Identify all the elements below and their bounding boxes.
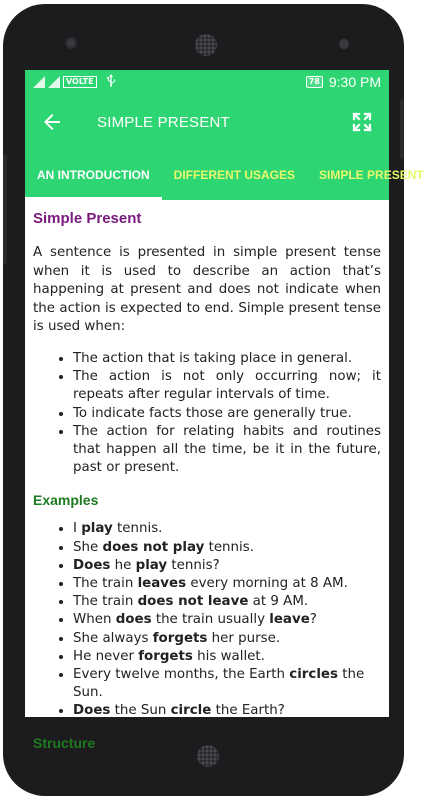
example-text: ? bbox=[309, 612, 317, 628]
signal-icon bbox=[33, 76, 45, 88]
example-item bbox=[73, 575, 381, 593]
example-verb: does not leave bbox=[137, 594, 249, 610]
example-text: She bbox=[73, 539, 103, 555]
fullscreen-button[interactable] bbox=[347, 107, 377, 137]
proximity-sensor bbox=[339, 39, 349, 49]
example-text: I bbox=[73, 521, 82, 537]
example-item bbox=[73, 593, 381, 611]
tab-label: SIMPLE PRESENT bbox=[319, 168, 424, 182]
app-bar bbox=[25, 94, 389, 150]
example-verb: forgets bbox=[138, 648, 193, 664]
example-text: the train usually bbox=[151, 612, 270, 628]
example-text: The train bbox=[73, 576, 138, 591]
front-camera bbox=[65, 37, 77, 49]
example-verb: forgets bbox=[152, 630, 208, 646]
example-text: Every twelve months, the Earth bbox=[73, 667, 290, 683]
example-text: he bbox=[110, 557, 136, 573]
example-text: He never bbox=[73, 648, 139, 664]
example-item bbox=[73, 702, 381, 720]
tab-label: AN INTRODUCTION bbox=[37, 168, 150, 182]
example-verb: does not play bbox=[102, 539, 205, 555]
examples-heading: Examples bbox=[33, 492, 99, 509]
usb-icon bbox=[106, 74, 116, 90]
example-text: tennis. bbox=[204, 539, 254, 555]
page-title: SIMPLE PRESENT bbox=[97, 113, 230, 131]
article-content bbox=[25, 200, 389, 751]
battery-icon: 78 bbox=[306, 76, 323, 88]
earpiece-speaker bbox=[195, 34, 217, 56]
example-verb: leaves bbox=[137, 576, 187, 591]
example-text: The train bbox=[73, 594, 138, 610]
example-verb: circles bbox=[289, 667, 338, 683]
signal-icon bbox=[48, 76, 60, 88]
tab-different-usages[interactable] bbox=[162, 150, 307, 200]
example-verb: Does bbox=[73, 703, 111, 719]
example-text: at 9 AM. bbox=[248, 594, 309, 610]
tab-label: DIFFERENT USAGES bbox=[173, 168, 296, 182]
example-text: tennis? bbox=[167, 557, 220, 573]
example-verb: Does bbox=[73, 557, 111, 573]
phone-frame bbox=[3, 4, 424, 796]
example-item bbox=[73, 557, 381, 575]
example-text: When bbox=[73, 612, 116, 628]
status-right bbox=[306, 74, 381, 90]
list-item: • The action for relating habits and routines that happen all the time, be it in the future, past or present. bbox=[73, 423, 381, 478]
example-verb: play bbox=[81, 521, 113, 537]
example-text: She always bbox=[73, 630, 153, 646]
example-verb: does bbox=[115, 612, 152, 628]
example-text: the Sun. bbox=[73, 667, 365, 701]
example-item bbox=[73, 666, 381, 702]
volte-badge: VOLTE bbox=[63, 76, 97, 88]
list-item: • To indicate facts those are generally true. bbox=[73, 405, 381, 423]
example-verb: play bbox=[135, 557, 168, 573]
arrow-left-icon bbox=[42, 112, 62, 132]
examples-list bbox=[33, 520, 381, 720]
example-item bbox=[73, 648, 381, 666]
example-verb: circle bbox=[170, 703, 212, 719]
status-bar bbox=[25, 70, 389, 94]
example-text: his wallet. bbox=[192, 648, 265, 664]
clock: 9:30 PM bbox=[328, 74, 381, 90]
example-text: the Earth? bbox=[211, 703, 285, 719]
example-text: tennis. bbox=[112, 521, 163, 537]
article-heading: Simple Present bbox=[33, 210, 142, 227]
tab-bar bbox=[25, 150, 424, 200]
example-item bbox=[73, 611, 381, 629]
structure-heading: Structure bbox=[33, 734, 96, 751]
example-item bbox=[73, 520, 381, 538]
example-text: her purse. bbox=[207, 630, 281, 646]
tab-an-introduction[interactable] bbox=[25, 150, 162, 200]
screen bbox=[25, 70, 424, 751]
list-item: • The action that is taking place in general. bbox=[73, 350, 381, 368]
fullscreen-icon bbox=[351, 111, 373, 133]
example-text: every morning at 8 AM. bbox=[186, 576, 348, 591]
usage-list bbox=[33, 350, 381, 477]
example-item bbox=[73, 539, 381, 557]
intro-paragraph: A sentence is presented in simple present tense when it is used to describe an action that’s happening at present and does not indicate when the action is expected to end. Simple present tense is used when: bbox=[33, 245, 381, 335]
list-item: • The action is not only occurring now; it repeats after regular intervals of time. bbox=[73, 368, 381, 404]
back-button[interactable] bbox=[37, 107, 67, 137]
status-left bbox=[33, 74, 306, 90]
volume-button bbox=[3, 154, 7, 264]
example-item bbox=[73, 630, 381, 648]
tab-simple-present[interactable] bbox=[307, 150, 436, 200]
example-verb: leave bbox=[269, 612, 310, 628]
example-text: the Sun bbox=[110, 703, 171, 719]
